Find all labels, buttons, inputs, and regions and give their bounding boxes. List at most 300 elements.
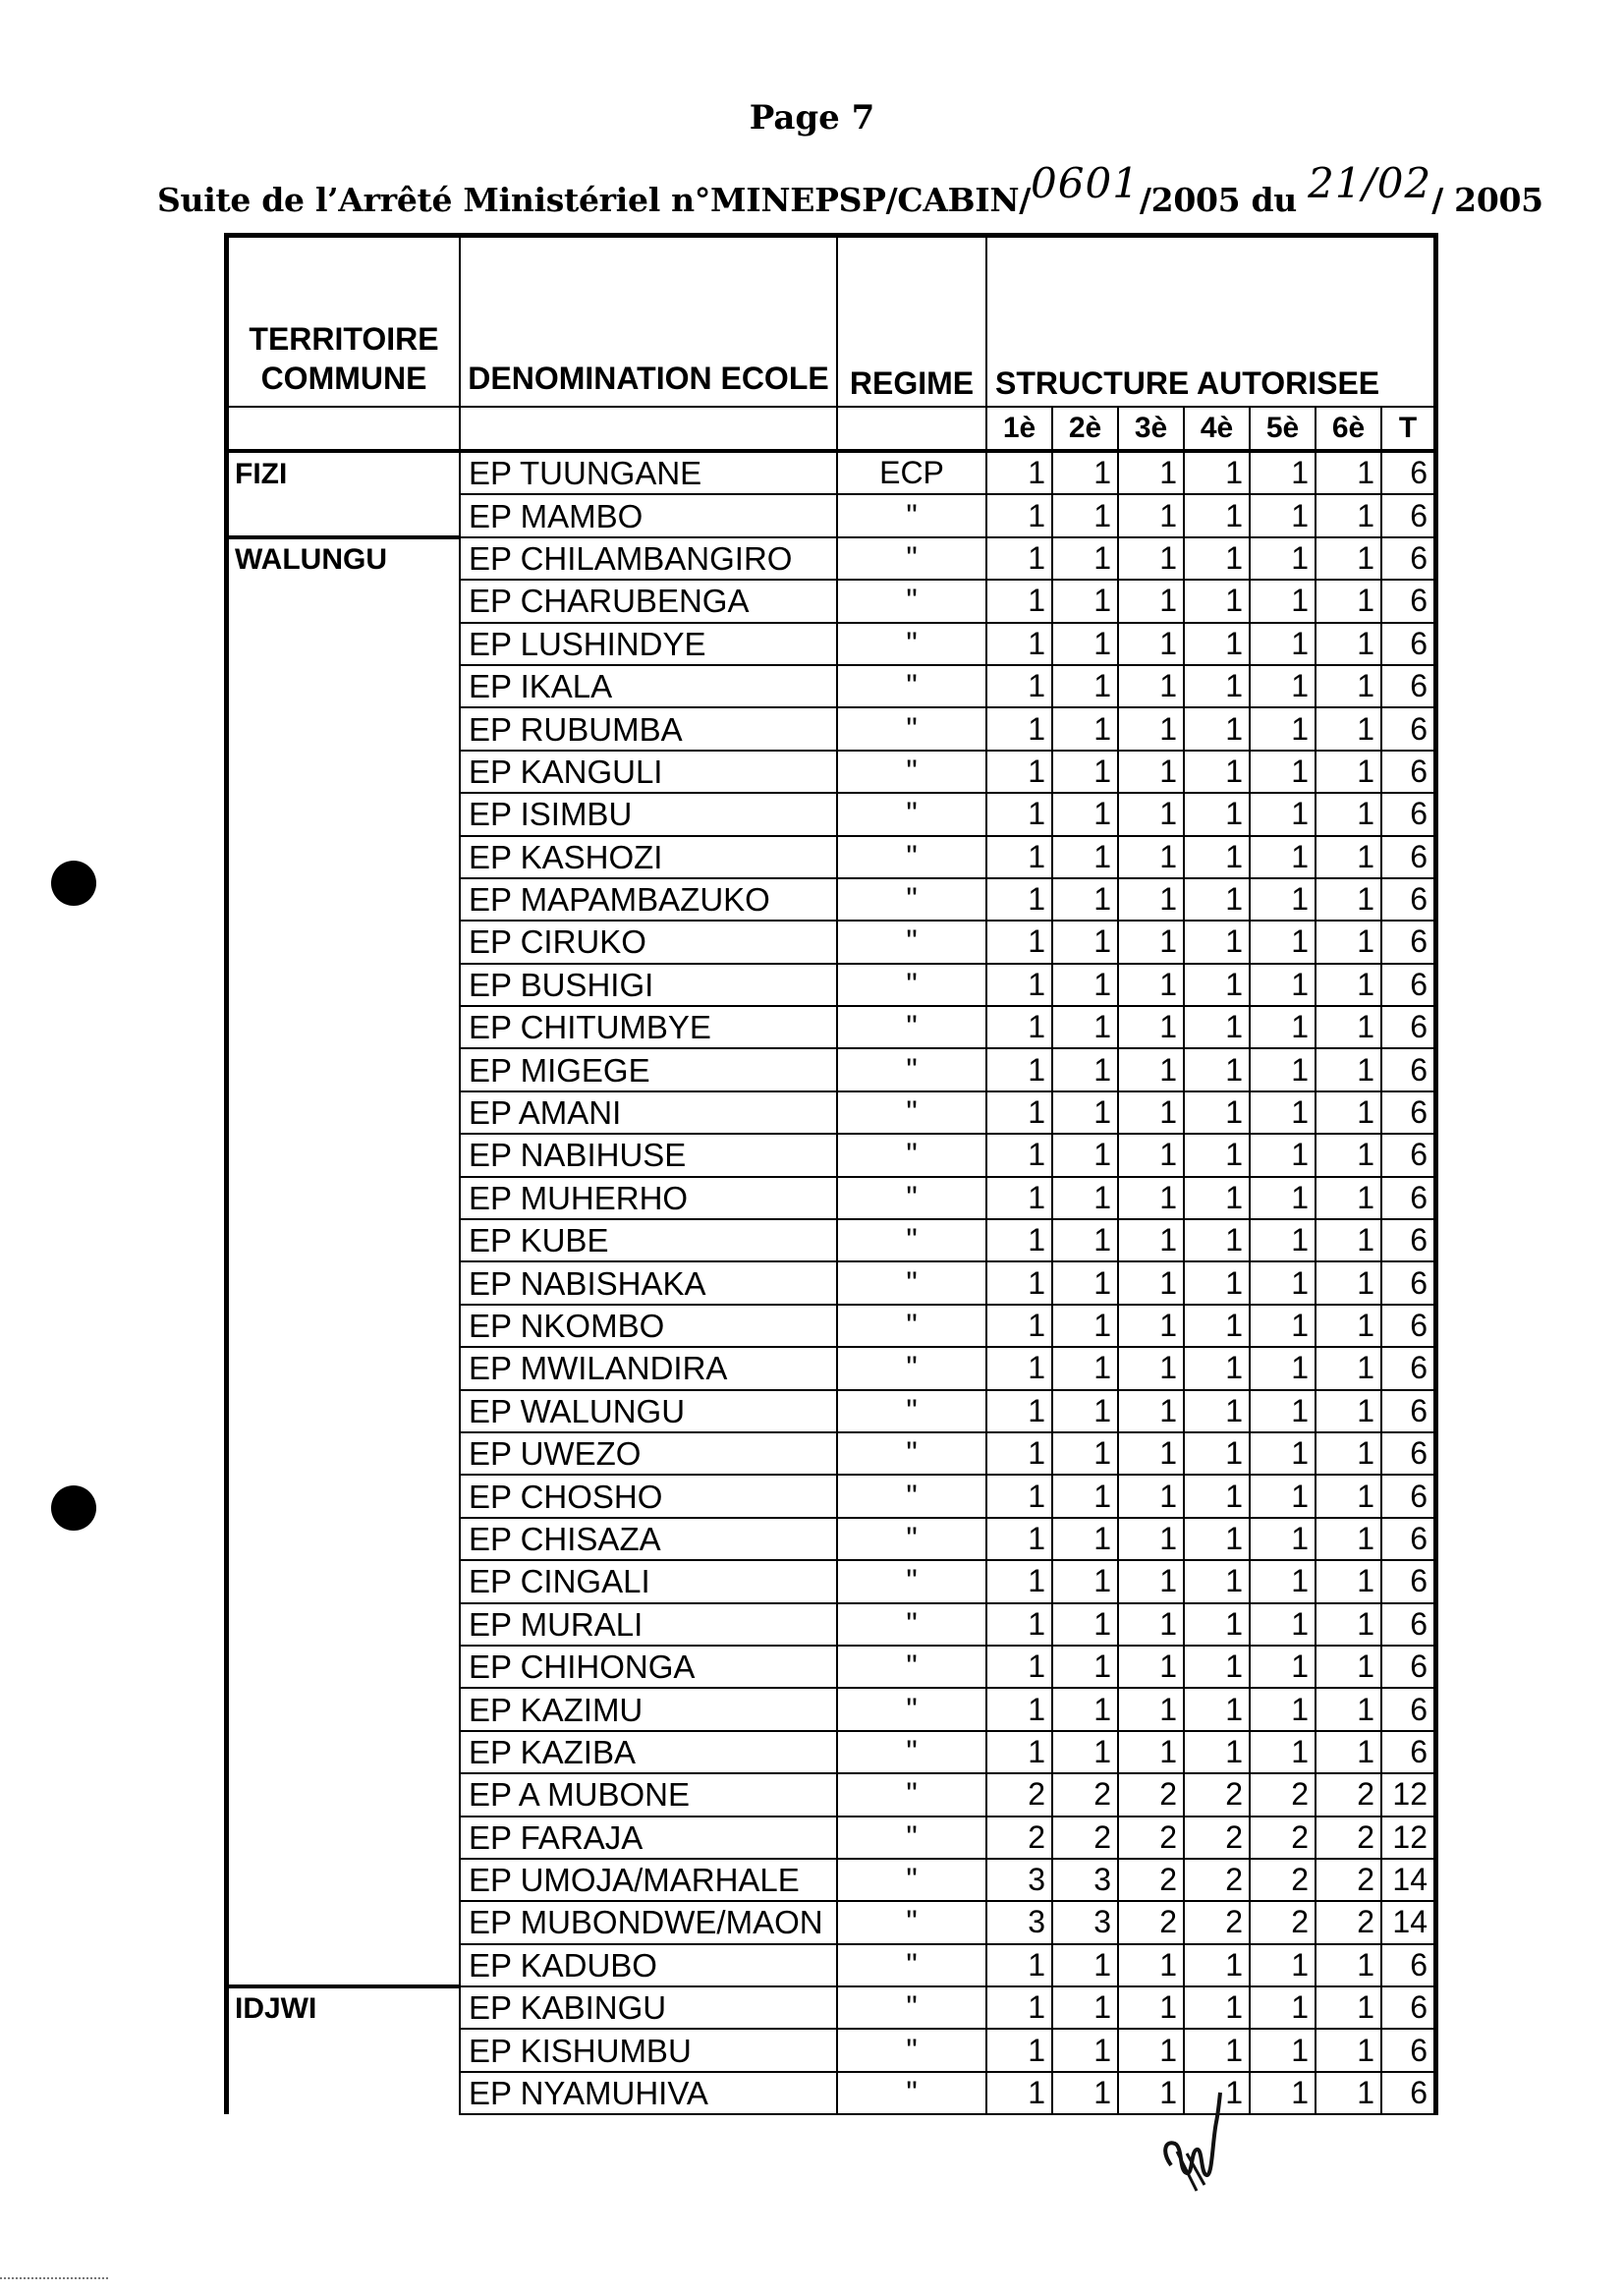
table-row	[227, 1475, 1436, 1517]
handwritten-day: 21	[1308, 159, 1363, 207]
table-row	[227, 1859, 1436, 1901]
cell-regime: "	[837, 707, 986, 750]
cell-school-name: EP CHOSHO	[460, 1475, 837, 1517]
cell-school-name: EP TUUNGANE	[460, 451, 837, 494]
cell-grade-count: 1	[1316, 1390, 1381, 1432]
cell-school-name: EP CHARUBENGA	[460, 580, 837, 622]
cell-grade-count: 2	[1250, 1901, 1316, 1943]
cell-grade-count: 1	[986, 1560, 1052, 1602]
cell-total: 12	[1381, 1773, 1436, 1816]
cell-grade-count: 1	[1184, 1603, 1250, 1646]
cell-school-name: EP KANGULI	[460, 751, 837, 793]
cell-territoire	[227, 1219, 461, 1261]
cell-grade-count: 1	[1184, 1219, 1250, 1261]
cell-grade-count: 1	[986, 836, 1052, 878]
cell-grade-count: 1	[986, 1603, 1052, 1646]
cell-regime: "	[837, 1390, 986, 1432]
cell-grade-count: 1	[1052, 1134, 1118, 1176]
cell-grade-count: 1	[1052, 1944, 1118, 1986]
cell-grade-count: 1	[986, 665, 1052, 707]
cell-grade-count: 1	[1118, 921, 1184, 963]
cell-total: 6	[1381, 878, 1436, 921]
table-row	[227, 1731, 1436, 1773]
cell-territoire	[227, 1646, 461, 1688]
cell-grade-count: 1	[1316, 1986, 1381, 2029]
cell-grade-count: 1	[1118, 2029, 1184, 2071]
cell-grade-count: 1	[1316, 1091, 1381, 1134]
cell-territoire	[227, 1688, 461, 1730]
cell-grade-count: 1	[986, 2029, 1052, 2071]
cell-grade-count: 1	[1250, 1731, 1316, 1773]
cell-school-name: EP CHIHONGA	[460, 1646, 837, 1688]
cell-territoire	[227, 1518, 461, 1560]
cell-grade-count: 1	[986, 537, 1052, 580]
cell-grade-count: 1	[1316, 1134, 1381, 1176]
cell-territoire	[227, 1475, 461, 1517]
cell-school-name: EP CHILAMBANGIRO	[460, 537, 837, 580]
header-denomination: DENOMINATION ECOLE	[460, 236, 837, 408]
cell-school-name: EP BUSHIGI	[460, 964, 837, 1006]
cell-grade-count: 1	[1052, 921, 1118, 963]
cell-grade-count: 2	[1184, 1901, 1250, 1943]
cell-grade-count: 1	[986, 1177, 1052, 1219]
cell-grade-count: 1	[1250, 2072, 1316, 2114]
cell-total: 14	[1381, 1901, 1436, 1943]
cell-grade-count: 1	[1118, 964, 1184, 1006]
cell-territoire	[227, 1390, 461, 1432]
cell-territoire	[227, 1560, 461, 1602]
cell-school-name: EP IKALA	[460, 665, 837, 707]
cell-grade-count: 1	[1316, 1006, 1381, 1048]
cell-school-name: EP MIGEGE	[460, 1048, 837, 1090]
cell-grade-count: 1	[1052, 1091, 1118, 1134]
cell-grade-count: 1	[1184, 451, 1250, 494]
cell-school-name: EP AMANI	[460, 1091, 837, 1134]
cell-school-name: EP KISHUMBU	[460, 2029, 837, 2071]
cell-grade-count: 1	[1316, 1261, 1381, 1304]
cell-grade-count: 1	[986, 1986, 1052, 2029]
cell-school-name: EP NABISHAKA	[460, 1261, 837, 1304]
cell-grade-count: 1	[1316, 1518, 1381, 1560]
cell-grade-count: 1	[1250, 964, 1316, 1006]
cell-grade-count: 1	[986, 793, 1052, 835]
cell-territoire	[227, 1944, 461, 1986]
cell-grade-count: 1	[1184, 2029, 1250, 2071]
cell-grade-count: 1	[1184, 537, 1250, 580]
cell-school-name: EP KAZIBA	[460, 1731, 837, 1773]
cell-territoire	[227, 665, 461, 707]
cell-grade-count: 1	[1250, 878, 1316, 921]
cell-school-name: EP UWEZO	[460, 1432, 837, 1475]
cell-total: 6	[1381, 580, 1436, 622]
cell-grade-count: 1	[1118, 1944, 1184, 1986]
cell-territoire	[227, 793, 461, 835]
cell-grade-count: 1	[986, 1219, 1052, 1261]
cell-total: 6	[1381, 623, 1436, 665]
cell-grade-count: 1	[986, 1006, 1052, 1048]
cell-grade-count: 2	[1118, 1773, 1184, 1816]
cell-grade-count: 3	[1052, 1901, 1118, 1943]
cell-grade-count: 1	[1250, 2029, 1316, 2071]
cell-grade-count: 1	[986, 1134, 1052, 1176]
cell-grade-count: 1	[1118, 1603, 1184, 1646]
cell-regime: "	[837, 1134, 986, 1176]
cell-grade-count: 1	[1184, 494, 1250, 536]
cell-total: 6	[1381, 836, 1436, 878]
cell-grade-count: 1	[986, 751, 1052, 793]
cell-school-name: EP MURALI	[460, 1603, 837, 1646]
cell-grade-count: 1	[1184, 1646, 1250, 1688]
cell-grade-count: 1	[986, 1944, 1052, 1986]
table-row	[227, 1603, 1436, 1646]
cell-total: 6	[1381, 921, 1436, 963]
cell-territoire	[227, 1432, 461, 1475]
cell-grade-count: 1	[1316, 537, 1381, 580]
cell-grade-count: 1	[1316, 494, 1381, 536]
cell-territoire	[227, 1731, 461, 1773]
subheader-blank	[227, 407, 461, 451]
title-sep: /	[1362, 159, 1377, 207]
table-row	[227, 964, 1436, 1006]
cell-territoire	[227, 1091, 461, 1134]
cell-regime: "	[837, 2029, 986, 2071]
cell-grade-count: 1	[1052, 793, 1118, 835]
cell-grade-count: 1	[1052, 1560, 1118, 1602]
cell-territoire	[227, 2072, 461, 2114]
cell-grade-count: 2	[1184, 1859, 1250, 1901]
cell-territoire: FIZI	[227, 451, 461, 494]
cell-grade-count: 1	[1250, 665, 1316, 707]
cell-total: 6	[1381, 1688, 1436, 1730]
cell-grade-count: 1	[1052, 1986, 1118, 2029]
cell-regime: "	[837, 1773, 986, 1816]
scan-artifact	[0, 2277, 108, 2279]
cell-school-name: EP CHITUMBYE	[460, 1006, 837, 1048]
cell-total: 6	[1381, 964, 1436, 1006]
cell-regime: "	[837, 1219, 986, 1261]
cell-grade-count: 1	[1118, 451, 1184, 494]
cell-grade-count: 1	[1184, 2072, 1250, 2114]
cell-grade-count: 1	[1316, 878, 1381, 921]
cell-grade-count: 1	[1250, 1134, 1316, 1176]
cell-regime: "	[837, 1475, 986, 1517]
cell-grade-count: 1	[986, 964, 1052, 1006]
cell-grade-count: 1	[1118, 1518, 1184, 1560]
table-row	[227, 1646, 1436, 1688]
cell-regime: "	[837, 1901, 986, 1943]
cell-regime: "	[837, 1646, 986, 1688]
cell-regime: "	[837, 921, 986, 963]
cell-school-name: EP KUBE	[460, 1219, 837, 1261]
cell-grade-count: 1	[1316, 1347, 1381, 1389]
cell-grade-count: 1	[1316, 751, 1381, 793]
cell-grade-count: 1	[986, 1646, 1052, 1688]
cell-grade-count: 1	[1118, 1475, 1184, 1517]
cell-regime: "	[837, 1048, 986, 1090]
cell-grade-count: 1	[986, 878, 1052, 921]
cell-total: 6	[1381, 1475, 1436, 1517]
cell-grade-count: 1	[1250, 836, 1316, 878]
table-row	[227, 751, 1436, 793]
cell-regime: "	[837, 1603, 986, 1646]
cell-grade-count: 1	[1052, 1518, 1118, 1560]
cell-grade-count: 2	[1184, 1817, 1250, 1859]
cell-grade-count: 1	[1118, 707, 1184, 750]
cell-regime: "	[837, 537, 986, 580]
cell-regime: "	[837, 836, 986, 878]
table-row	[227, 1091, 1436, 1134]
table-row	[227, 1177, 1436, 1219]
cell-school-name: EP WALUNGU	[460, 1390, 837, 1432]
cell-grade-count: 1	[1118, 1688, 1184, 1730]
cell-grade-count: 1	[1052, 836, 1118, 878]
subheader-blank	[460, 407, 837, 451]
cell-grade-count: 1	[1316, 1603, 1381, 1646]
cell-grade-count: 1	[986, 1347, 1052, 1389]
cell-grade-count: 1	[1316, 1305, 1381, 1347]
cell-grade-count: 1	[1052, 2029, 1118, 2071]
document-title	[157, 159, 1543, 221]
cell-grade-count: 1	[1250, 1986, 1316, 2029]
cell-total: 6	[1381, 1134, 1436, 1176]
cell-grade-count: 1	[1052, 707, 1118, 750]
cell-grade-count: 1	[1052, 1731, 1118, 1773]
cell-grade-count: 1	[1250, 1944, 1316, 1986]
cell-grade-count: 1	[1184, 793, 1250, 835]
cell-territoire	[227, 1305, 461, 1347]
cell-grade-count: 1	[1118, 1432, 1184, 1475]
punch-hole	[51, 861, 96, 906]
cell-regime: "	[837, 878, 986, 921]
cell-territoire	[227, 1006, 461, 1048]
table-row	[227, 1432, 1436, 1475]
cell-regime: "	[837, 1006, 986, 1048]
cell-grade-count: 1	[986, 1048, 1052, 1090]
table-row	[227, 878, 1436, 921]
cell-total: 6	[1381, 1006, 1436, 1048]
header-structure: STRUCTURE AUTORISEE	[986, 236, 1436, 408]
cell-school-name: EP MUBONDWE/MAON	[460, 1901, 837, 1943]
cell-grade-count: 1	[986, 1731, 1052, 1773]
cell-grade-count: 1	[1052, 1475, 1118, 1517]
cell-grade-count: 1	[1118, 836, 1184, 878]
cell-regime: "	[837, 1347, 986, 1389]
cell-grade-count: 1	[1052, 751, 1118, 793]
cell-grade-count: 1	[1052, 623, 1118, 665]
cell-total: 6	[1381, 2072, 1436, 2114]
cell-regime: "	[837, 1731, 986, 1773]
cell-grade-count: 1	[1250, 1518, 1316, 1560]
cell-grade-count: 1	[986, 623, 1052, 665]
cell-grade-count: 1	[1184, 1688, 1250, 1730]
cell-regime: "	[837, 1688, 986, 1730]
table-row	[227, 1219, 1436, 1261]
cell-grade-count: 2	[1316, 1901, 1381, 1943]
cell-grade-count: 1	[1184, 1261, 1250, 1304]
cell-regime: "	[837, 1518, 986, 1560]
cell-grade-count: 2	[1052, 1773, 1118, 1816]
cell-grade-count: 2	[1250, 1817, 1316, 1859]
table-row	[227, 1006, 1436, 1048]
cell-grade-count: 1	[986, 451, 1052, 494]
cell-grade-count: 1	[1052, 1219, 1118, 1261]
cell-grade-count: 1	[1052, 1305, 1118, 1347]
table-row	[227, 1688, 1436, 1730]
cell-grade-count: 1	[1184, 964, 1250, 1006]
cell-total: 6	[1381, 1731, 1436, 1773]
cell-grade-count: 1	[1052, 1261, 1118, 1304]
cell-regime: "	[837, 1305, 986, 1347]
grade-header: 5è	[1250, 407, 1316, 451]
cell-grade-count: 1	[1316, 2029, 1381, 2071]
header-regime: REGIME	[837, 236, 986, 408]
cell-grade-count: 1	[1118, 1390, 1184, 1432]
cell-grade-count: 1	[1184, 1475, 1250, 1517]
cell-grade-count: 1	[1118, 1261, 1184, 1304]
cell-total: 6	[1381, 1646, 1436, 1688]
cell-school-name: EP ISIMBU	[460, 793, 837, 835]
cell-territoire	[227, 878, 461, 921]
cell-regime: "	[837, 793, 986, 835]
cell-total: 6	[1381, 2029, 1436, 2071]
cell-territoire	[227, 494, 461, 536]
cell-grade-count: 1	[1184, 580, 1250, 622]
cell-grade-count: 1	[1184, 1006, 1250, 1048]
cell-school-name: EP KADUBO	[460, 1944, 837, 1986]
cell-total: 6	[1381, 537, 1436, 580]
cell-territoire	[227, 1859, 461, 1901]
cell-grade-count: 2	[986, 1773, 1052, 1816]
cell-grade-count: 1	[1118, 1986, 1184, 2029]
subheader-blank	[837, 407, 986, 451]
cell-grade-count: 1	[1052, 1347, 1118, 1389]
cell-grade-count: 1	[1316, 1688, 1381, 1730]
cell-grade-count: 2	[1250, 1859, 1316, 1901]
cell-grade-count: 1	[986, 494, 1052, 536]
cell-grade-count: 1	[1052, 1177, 1118, 1219]
cell-grade-count: 1	[1118, 793, 1184, 835]
table-row	[227, 1518, 1436, 1560]
cell-regime: "	[837, 1817, 986, 1859]
cell-grade-count: 1	[1250, 494, 1316, 536]
title-prefix: Suite de l’Arrêté Ministériel n°MINEPSP/CABIN/	[157, 181, 1032, 219]
cell-total: 6	[1381, 1518, 1436, 1560]
cell-grade-count: 1	[1118, 1347, 1184, 1389]
cell-total: 6	[1381, 665, 1436, 707]
table-row	[227, 623, 1436, 665]
cell-grade-count: 1	[1250, 921, 1316, 963]
cell-grade-count: 1	[1052, 1646, 1118, 1688]
cell-grade-count: 1	[1316, 1177, 1381, 1219]
table-row	[227, 1773, 1436, 1816]
cell-grade-count: 1	[1250, 1347, 1316, 1389]
cell-grade-count: 1	[986, 580, 1052, 622]
cell-total: 6	[1381, 1091, 1436, 1134]
cell-grade-count: 1	[1184, 1134, 1250, 1176]
cell-grade-count: 1	[1184, 1560, 1250, 1602]
cell-grade-count: 1	[1250, 1261, 1316, 1304]
cell-total: 6	[1381, 1603, 1436, 1646]
handwritten-month: 02	[1376, 159, 1432, 207]
cell-grade-count: 1	[1316, 964, 1381, 1006]
cell-grade-count: 1	[1316, 1560, 1381, 1602]
cell-grade-count: 1	[1118, 1006, 1184, 1048]
cell-grade-count: 1	[1184, 921, 1250, 963]
cell-territoire	[227, 921, 461, 963]
cell-regime: "	[837, 1560, 986, 1602]
cell-grade-count: 1	[1250, 707, 1316, 750]
grade-header: 2è	[1052, 407, 1118, 451]
cell-grade-count: 1	[1316, 1048, 1381, 1090]
cell-grade-count: 1	[1184, 1091, 1250, 1134]
cell-total: 6	[1381, 1944, 1436, 1986]
cell-grade-count: 1	[1184, 1432, 1250, 1475]
cell-grade-count: 1	[1316, 1731, 1381, 1773]
cell-grade-count: 1	[1250, 1177, 1316, 1219]
cell-grade-count: 1	[1052, 537, 1118, 580]
cell-grade-count: 1	[1052, 580, 1118, 622]
cell-grade-count: 1	[986, 707, 1052, 750]
cell-territoire	[227, 1773, 461, 1816]
cell-grade-count: 1	[1118, 580, 1184, 622]
cell-school-name: EP CINGALI	[460, 1560, 837, 1602]
cell-total: 6	[1381, 707, 1436, 750]
cell-grade-count: 1	[986, 1518, 1052, 1560]
cell-territoire	[227, 964, 461, 1006]
cell-total: 6	[1381, 1048, 1436, 1090]
cell-grade-count: 1	[1316, 836, 1381, 878]
cell-total: 6	[1381, 1560, 1436, 1602]
cell-grade-count: 1	[1184, 878, 1250, 921]
cell-grade-count: 1	[1250, 451, 1316, 494]
cell-territoire: IDJWI	[227, 1986, 461, 2029]
cell-regime: "	[837, 1986, 986, 2029]
cell-territoire	[227, 2029, 461, 2071]
table-row	[227, 2029, 1436, 2071]
cell-grade-count: 1	[1184, 623, 1250, 665]
cell-grade-count: 1	[1316, 707, 1381, 750]
cell-grade-count: 1	[1250, 1432, 1316, 1475]
cell-grade-count: 1	[1250, 1560, 1316, 1602]
cell-total: 6	[1381, 751, 1436, 793]
cell-grade-count: 1	[1316, 1944, 1381, 1986]
cell-total: 6	[1381, 451, 1436, 494]
cell-grade-count: 1	[1184, 1048, 1250, 1090]
cell-grade-count: 1	[986, 1475, 1052, 1517]
cell-grade-count: 2	[1184, 1773, 1250, 1816]
grade-header: 1è	[986, 407, 1052, 451]
cell-grade-count: 1	[1118, 1219, 1184, 1261]
punch-hole	[51, 1485, 96, 1531]
cell-regime: "	[837, 665, 986, 707]
cell-grade-count: 2	[1052, 1817, 1118, 1859]
cell-territoire	[227, 1817, 461, 1859]
signature-mark	[1157, 2083, 1226, 2201]
cell-grade-count: 3	[1052, 1859, 1118, 1901]
grade-header: 6è	[1316, 407, 1381, 451]
cell-grade-count: 1	[1316, 665, 1381, 707]
cell-grade-count: 1	[1316, 1432, 1381, 1475]
cell-grade-count: 1	[986, 1390, 1052, 1432]
table-row	[227, 707, 1436, 750]
cell-regime: "	[837, 1944, 986, 1986]
cell-grade-count: 1	[1052, 665, 1118, 707]
cell-total: 12	[1381, 1817, 1436, 1859]
cell-grade-count: 1	[1316, 793, 1381, 835]
cell-grade-count: 1	[1250, 1006, 1316, 1048]
cell-regime: "	[837, 2072, 986, 2114]
cell-grade-count: 1	[1118, 1134, 1184, 1176]
